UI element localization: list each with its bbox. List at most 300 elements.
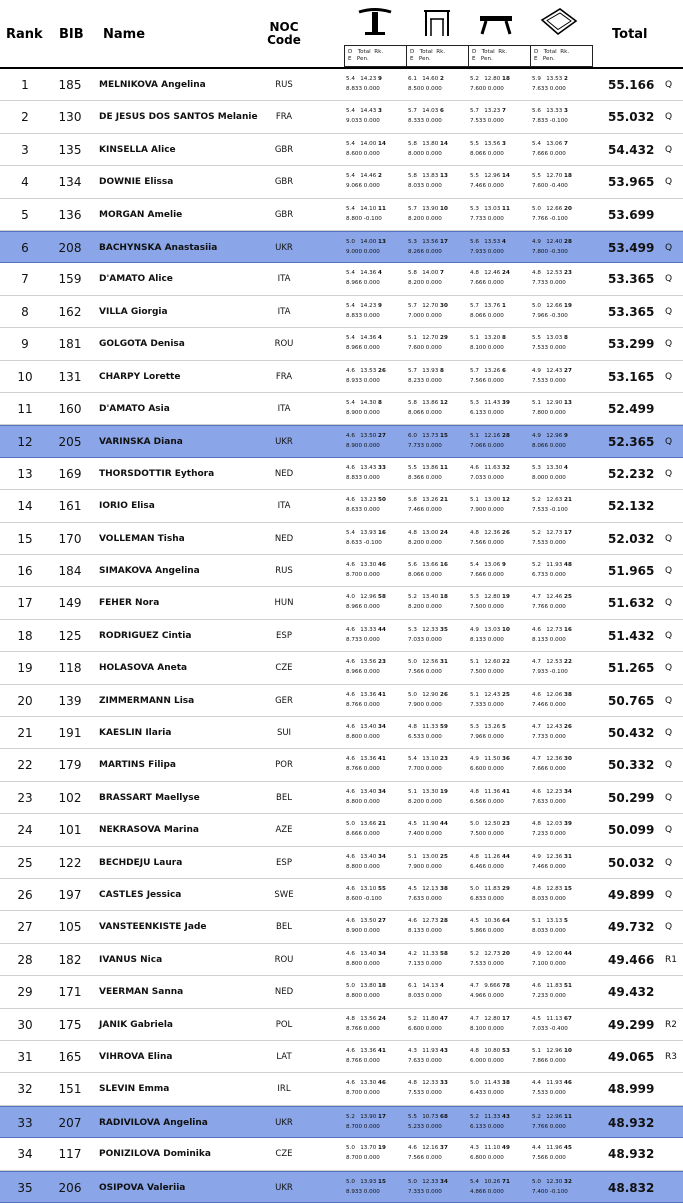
d-score: 5.1 (532, 918, 541, 925)
athlete-name: MELNIKOVA Angelina (99, 80, 206, 90)
apparatus-rank: 37 (440, 1145, 448, 1152)
apparatus-rank: 4 (564, 464, 568, 471)
apparatus-rank: 50 (378, 497, 386, 504)
total-score: 52.499 (608, 402, 655, 416)
penalty: 0.000 (425, 507, 442, 514)
bib-cell: 175 (58, 1017, 82, 1032)
apparatus-total: 12.56 (422, 659, 439, 666)
total-score: 53.165 (608, 369, 655, 384)
apparatus-rank: 17 (440, 239, 448, 245)
bib-cell: 206 (58, 1180, 82, 1195)
table-row (0, 101, 683, 133)
floor-score-cell (532, 1014, 594, 1038)
apparatus-rank: 34 (564, 788, 572, 795)
apparatus-total: 12.96 (546, 433, 563, 440)
name-header: Name (103, 27, 146, 42)
d-score: 4.6 (346, 691, 355, 698)
e-score: 7.100 (532, 960, 549, 967)
bars-score-cell (408, 1177, 470, 1201)
e-score: 8.366 (408, 474, 425, 481)
apparatus-total: 13.13 (546, 918, 563, 925)
vault-score-cell (346, 398, 408, 422)
bib-cell: 125 (58, 628, 82, 643)
d-score: 4.6 (346, 853, 355, 860)
athlete-name: VILLA Giorgia (99, 306, 168, 317)
apparatus-rank: 4 (440, 983, 444, 990)
qualification-mark: Q (665, 144, 673, 155)
penalty: 0.000 (487, 410, 504, 416)
noc-header (260, 21, 308, 47)
e-score: 7.533 (470, 960, 487, 967)
e-score: 7.800 (532, 410, 549, 416)
athlete-name: THORSDOTTIR Eythora (99, 468, 215, 479)
e-score: 8.066 (470, 150, 487, 157)
d-score: 5.4 (346, 140, 355, 147)
apparatus-rank: 26 (564, 724, 572, 730)
beam-score-cell (470, 268, 532, 292)
apparatus-total: 13.06 (546, 140, 563, 147)
noc-code: GBR (274, 144, 294, 155)
bars-score-cell (408, 431, 470, 455)
apparatus-rank: 38 (502, 1080, 510, 1087)
rank-cell: 11 (17, 402, 33, 416)
apparatus-total: 12.70 (422, 302, 439, 309)
d-score: 4.7 (532, 659, 541, 666)
apparatus-total: 13.86 (422, 464, 439, 471)
d-score: 4.5 (532, 1015, 541, 1022)
e-score: 6.466 (470, 863, 487, 870)
table-row (0, 199, 683, 231)
noc-code: BEL (276, 792, 292, 803)
noc-code: ESP (276, 857, 292, 868)
e-score: 8.200 (408, 280, 425, 287)
rank-cell: 24 (17, 823, 33, 838)
total-score: 52.232 (608, 466, 655, 481)
apparatus-rank: 11 (564, 1113, 572, 1120)
bib-cell: 105 (58, 920, 82, 935)
athlete-name: HOLASOVA Aneta (99, 663, 188, 674)
floor-score-cell (532, 398, 594, 422)
d-score: 5.1 (408, 335, 417, 342)
apparatus-rank: 29 (502, 886, 510, 892)
d-score: 4.6 (532, 626, 541, 633)
floor-score-cell (532, 1177, 594, 1201)
d-score: 4.7 (470, 1015, 479, 1022)
e-score: 7.466 (470, 183, 487, 190)
beam-score-cell (470, 398, 532, 422)
d-score: 4.8 (408, 529, 417, 536)
e-score: 7.400 (532, 1188, 549, 1195)
table-row (0, 296, 683, 328)
qualification-mark: Q (665, 177, 673, 188)
apparatus-rank: 6 (502, 367, 506, 374)
apparatus-total: 14.13 (422, 983, 439, 990)
d-score: 5.4 (532, 140, 541, 147)
d-score: 5.4 (470, 562, 479, 568)
d-score: 5.0 (470, 821, 479, 828)
apparatus-rank: 29 (440, 335, 448, 342)
apparatus-total: 12.96 (360, 594, 377, 601)
athlete-name: BECHDEJU Laura (99, 857, 183, 868)
e-score: 8.933 (346, 377, 363, 384)
d-score: 5.6 (408, 562, 417, 568)
apparatus-total: 13.56 (422, 239, 439, 245)
apparatus-rank: 34 (378, 853, 386, 860)
total-score: 48.932 (608, 1147, 655, 1162)
vault-icon (355, 6, 395, 40)
e-score: 8.033 (532, 896, 549, 902)
floor-score-cell (532, 787, 594, 811)
penalty: 0.000 (425, 734, 442, 740)
penalty: 0.000 (425, 183, 442, 190)
d-score: 5.2 (408, 1015, 417, 1022)
e-score: 8.900 (346, 928, 363, 935)
rank-cell: 27 (17, 920, 33, 935)
apparatus-total: 12.40 (546, 239, 563, 245)
apparatus-total: 14.30 (360, 400, 377, 406)
vault-score-cell (346, 657, 408, 681)
rank-cell: 21 (17, 726, 33, 740)
penalty: 0.000 (487, 1025, 504, 1032)
penalty: 0.000 (363, 960, 380, 967)
apparatus-rank: 16 (440, 562, 448, 568)
d-score: 4.6 (532, 788, 541, 795)
apparatus-rank: 41 (502, 788, 510, 795)
apparatus-total: 12.70 (546, 173, 563, 180)
penalty: 0.000 (549, 604, 566, 611)
bib-cell: 181 (58, 337, 82, 352)
qualification-mark: Q (665, 630, 673, 641)
rank-cell: 5 (21, 207, 29, 222)
e-score: 8.066 (408, 410, 425, 416)
e-score: 8.800 (346, 798, 363, 805)
bib-cell: 149 (58, 596, 82, 611)
penalty: 0.000 (425, 928, 442, 935)
subheader-line1: D Total Rk. (348, 49, 384, 55)
apparatus-rank: 48 (564, 562, 572, 568)
qualification-mark: Q (665, 857, 673, 868)
penalty: 0.000 (363, 1058, 380, 1064)
apparatus-total: 12.00 (546, 950, 563, 957)
apparatus-total: 12.33 (422, 1178, 439, 1185)
penalty: 0.000 (487, 701, 504, 708)
e-score: 7.733 (532, 280, 549, 287)
rank-cell: 29 (17, 985, 33, 1000)
apparatus-total: 13.70 (360, 1145, 377, 1152)
e-score: 8.200 (408, 604, 425, 611)
d-score: 5.1 (408, 788, 417, 795)
apparatus-total: 14.23 (360, 76, 377, 82)
noc-code: POL (275, 1019, 293, 1030)
penalty: 0.000 (487, 863, 504, 870)
e-score: 8.233 (408, 377, 425, 384)
apparatus-rank: 22 (502, 659, 510, 666)
e-score: 7.566 (470, 377, 487, 384)
bars-score-cell (408, 74, 470, 98)
apparatus-rank: 27 (378, 918, 386, 925)
penalty: 0.000 (549, 701, 566, 708)
bars-score-cell (408, 1078, 470, 1102)
total-score: 53.699 (608, 207, 655, 222)
apparatus-rank: 41 (378, 1048, 386, 1054)
athlete-name: MARTINS Filipa (99, 760, 177, 771)
apparatus-total: 12.73 (546, 626, 563, 633)
noc-code: ITA (277, 274, 291, 285)
total-score: 49.466 (608, 952, 655, 967)
apparatus-rank: 18 (440, 594, 448, 601)
qualification-mark: Q (665, 306, 673, 317)
e-score: 8.033 (532, 928, 549, 935)
penalty: 0.000 (425, 993, 442, 1000)
e-score: 5.233 (408, 1123, 425, 1130)
apparatus-rank: 44 (502, 853, 510, 860)
apparatus-rank: 19 (378, 1145, 386, 1152)
total-score: 53.499 (608, 241, 655, 255)
qualification-mark: Q (665, 663, 673, 674)
d-score: 4.6 (346, 950, 355, 957)
e-score: 7.600 (408, 345, 425, 352)
d-score: 5.0 (532, 1178, 541, 1185)
apparatus-total: 11.93 (546, 1080, 563, 1087)
d-score: 5.7 (408, 205, 417, 212)
d-score: 5.7 (470, 302, 479, 309)
bars-score-cell (408, 237, 470, 261)
penalty: 0.000 (425, 443, 442, 450)
rank-cell: 32 (17, 1082, 33, 1097)
athlete-name: KINSELLA Alice (99, 144, 176, 155)
d-score: 5.3 (408, 239, 417, 245)
d-score: 4.6 (408, 918, 417, 925)
bars-score-cell (408, 204, 470, 228)
total-score: 55.166 (608, 78, 655, 92)
apparatus-total: 14.00 (422, 270, 439, 277)
d-score: 5.2 (470, 76, 479, 82)
apparatus-total: 14.36 (360, 335, 377, 342)
d-score: 5.5 (408, 1113, 417, 1120)
penalty: 0.000 (487, 798, 504, 805)
apparatus-rank: 31 (440, 659, 448, 666)
apparatus-total: 13.40 (360, 724, 377, 730)
apparatus-rank: 39 (502, 400, 510, 406)
floor-score-cell (532, 366, 594, 390)
e-score: 7.933 (470, 249, 487, 255)
apparatus-total: 14.00 (360, 239, 377, 245)
total-score: 52.365 (608, 435, 655, 450)
noc-code: FRA (275, 112, 293, 123)
athlete-name: IVANUS Nica (99, 954, 163, 965)
e-score: 8.700 (346, 1090, 363, 1097)
bars-score-cell (408, 592, 470, 616)
apparatus-total: 11.33 (422, 724, 439, 730)
d-score: 4.8 (532, 886, 541, 892)
penalty: 0.000 (549, 150, 566, 157)
apparatus-total: 14.00 (360, 140, 377, 147)
subheader-line2: E Pen. (348, 56, 369, 62)
qualification-mark: Q (665, 728, 673, 738)
penalty: 0.000 (363, 766, 380, 773)
d-score: 4.6 (346, 724, 355, 730)
apparatus-rank: 23 (564, 270, 572, 277)
apparatus-rank: 15 (564, 886, 572, 892)
apparatus-rank: 15 (378, 1178, 386, 1185)
apparatus-total: 13.73 (422, 433, 439, 440)
apparatus-rank: 12 (502, 497, 510, 504)
penalty: 0.000 (487, 183, 504, 190)
apparatus-rank: 27 (564, 367, 572, 374)
e-score: 9.000 (346, 249, 363, 255)
beam-score-cell (470, 916, 532, 940)
e-score: 6.133 (470, 1123, 487, 1130)
floor-score-cell (532, 495, 594, 519)
e-score: 8.900 (346, 410, 363, 416)
total-score: 53.365 (608, 272, 655, 287)
bib-cell: 134 (58, 175, 82, 190)
e-score: 6.566 (470, 798, 487, 805)
penalty: 0.000 (425, 1058, 442, 1064)
e-score: 8.800 (346, 863, 363, 870)
penalty: 0.000 (425, 669, 442, 676)
penalty: 0.000 (363, 150, 380, 157)
athlete-name: CASTLES Jessica (99, 890, 182, 900)
apparatus-rank: 39 (564, 821, 572, 828)
penalty: 0.000 (487, 831, 504, 838)
rank-cell: 4 (21, 175, 29, 190)
floor-score-cell (532, 981, 594, 1005)
vault-score-cell (346, 139, 408, 163)
vault-score-cell (346, 852, 408, 876)
table-row (0, 879, 683, 911)
penalty: 0.000 (425, 1025, 442, 1032)
d-score: 4.8 (408, 1080, 417, 1087)
e-score: 8.133 (532, 636, 549, 643)
noc-code: HUN (274, 598, 294, 609)
penalty: 0.000 (487, 280, 504, 287)
d-score: 5.2 (532, 497, 541, 504)
apparatus-total: 12.53 (546, 270, 563, 277)
noc-header-line1: NOC (269, 20, 299, 34)
d-score: 5.4 (408, 756, 417, 763)
table-row (0, 911, 683, 943)
beam-score-cell (470, 366, 532, 390)
e-score: 7.966 (532, 312, 549, 319)
penalty: 0.000 (363, 798, 380, 805)
penalty: 0.000 (363, 1188, 380, 1195)
e-score: 7.033 (470, 474, 487, 481)
penalty: 0.000 (363, 1090, 380, 1097)
noc-code: ITA (277, 501, 291, 512)
bib-cell: 160 (58, 402, 82, 416)
apparatus-total: 14.46 (360, 173, 377, 180)
noc-code: SWE (274, 890, 294, 900)
bib-cell: 139 (58, 693, 82, 708)
floor-score-cell (532, 625, 594, 649)
apparatus-total: 11.43 (484, 1080, 501, 1087)
total-score: 52.132 (608, 499, 655, 514)
apparatus-total: 10.80 (484, 1048, 501, 1054)
apparatus-rank: 43 (440, 1048, 448, 1054)
qualification-mark: Q (665, 339, 673, 350)
e-score: 8.200 (408, 798, 425, 805)
apparatus-rank: 25 (440, 853, 448, 860)
e-score: 7.533 (532, 539, 549, 546)
apparatus-rank: 64 (502, 918, 510, 925)
noc-code: AZE (275, 825, 293, 836)
vault-score-cell (346, 333, 408, 357)
e-score: 8.200 (408, 215, 425, 222)
apparatus-rank: 46 (564, 1080, 572, 1087)
athlete-name: GOLGOTA Denisa (99, 339, 185, 350)
e-score: 7.733 (532, 734, 549, 740)
e-score: 6.800 (470, 1155, 487, 1162)
bars-score-cell (408, 301, 470, 325)
penalty: 0.000 (363, 249, 380, 255)
noc-code: IRL (277, 1084, 291, 1095)
penalty: 0.000 (487, 215, 504, 222)
apparatus-rank: 14 (440, 140, 448, 147)
d-score: 4.6 (346, 367, 355, 374)
apparatus-rank: 26 (502, 529, 510, 536)
vault-score-cell (346, 981, 408, 1005)
e-score: 7.633 (408, 896, 425, 902)
e-score: 7.966 (470, 734, 487, 740)
noc-code: ROU (274, 954, 294, 965)
d-score: 4.6 (346, 626, 355, 633)
d-score: 5.4 (346, 270, 355, 277)
e-score: 8.833 (346, 312, 363, 319)
penalty: 0.000 (425, 86, 442, 92)
rank-cell: 14 (17, 499, 33, 514)
d-score: 5.8 (408, 497, 417, 504)
apparatus-rank: 4 (378, 335, 382, 342)
athlete-name: OSIPOVA Valeriia (99, 1182, 186, 1193)
noc-code: NED (274, 533, 294, 544)
apparatus-total: 12.03 (546, 821, 563, 828)
table-row (0, 1106, 683, 1138)
d-score: 5.4 (346, 529, 355, 536)
apparatus-rank: 33 (378, 464, 386, 471)
penalty: 0.000 (425, 377, 442, 384)
penalty: 0.000 (425, 345, 442, 352)
bib-cell: 197 (58, 888, 82, 902)
penalty: 0.000 (425, 604, 442, 611)
vault-score-cell (346, 495, 408, 519)
apparatus-total: 12.33 (422, 1080, 439, 1087)
floor-score-cell (532, 722, 594, 746)
penalty: -0.400 (549, 1025, 568, 1032)
apparatus-rank: 19 (440, 788, 448, 795)
penalty: 0.000 (487, 474, 504, 481)
apparatus-rank: 11 (378, 205, 386, 212)
table-header (0, 0, 683, 68)
apparatus-rank: 49 (502, 1145, 510, 1152)
e-score: 8.766 (346, 1058, 363, 1064)
athlete-name: D'AMATO Asia (99, 404, 170, 414)
apparatus-rank: 33 (440, 1080, 448, 1087)
apparatus-total: 12.23 (546, 788, 563, 795)
floor-score-cell (532, 884, 594, 908)
apparatus-rank: 25 (502, 691, 510, 698)
penalty: -0.100 (549, 215, 568, 222)
apparatus-rank: 30 (440, 302, 448, 309)
bib-cell: 171 (58, 985, 82, 1000)
apparatus-rank: 8 (378, 400, 382, 406)
e-score: 7.000 (408, 312, 425, 319)
bars-score-cell (408, 268, 470, 292)
beam-score-cell (470, 657, 532, 681)
bars-score-cell (408, 625, 470, 649)
penalty: 0.000 (549, 798, 566, 805)
beam-score-cell (470, 431, 532, 455)
